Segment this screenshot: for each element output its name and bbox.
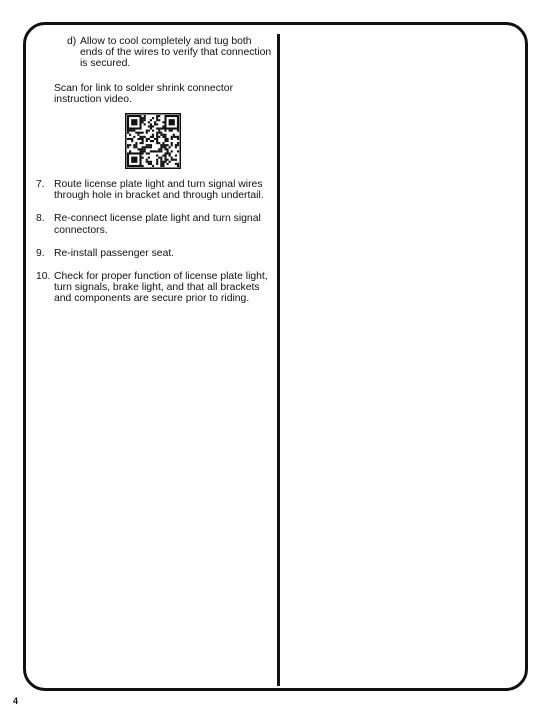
substep-marker: d) [67,36,77,47]
step-7 [36,179,274,201]
left-column [36,36,274,317]
step-text: Re-install passenger seat. [54,247,175,259]
scan-instruction: Scan for link to solder shrink connector instruction video. [54,82,234,105]
step-9 [36,248,274,259]
substep-d [36,36,274,70]
substep-text: Allow to cool completely and tug both ends of the wires to verify that connection is secured. [80,36,272,70]
column-divider [277,34,280,686]
step-text: Check for proper function of license plate light, turn signals, brake light, and that all brackets and components are secure prior to riding. [54,271,268,305]
step-number: 9. [36,247,45,259]
step-number: 8. [36,213,45,225]
page-number: 4 [13,696,19,706]
step-8 [36,213,274,235]
qr-code-graphic [125,113,181,169]
qr-code-icon[interactable] [125,113,181,169]
step-text: Route license plate light and turn signal wires through hole in bracket and through undertail. [54,179,264,202]
step-10 [36,271,274,305]
step-number: 7. [36,179,45,191]
steps-list [36,179,274,305]
step-number: 10. [36,271,51,283]
step-text: Re-connect license plate light and turn signal connectors. [54,213,261,236]
